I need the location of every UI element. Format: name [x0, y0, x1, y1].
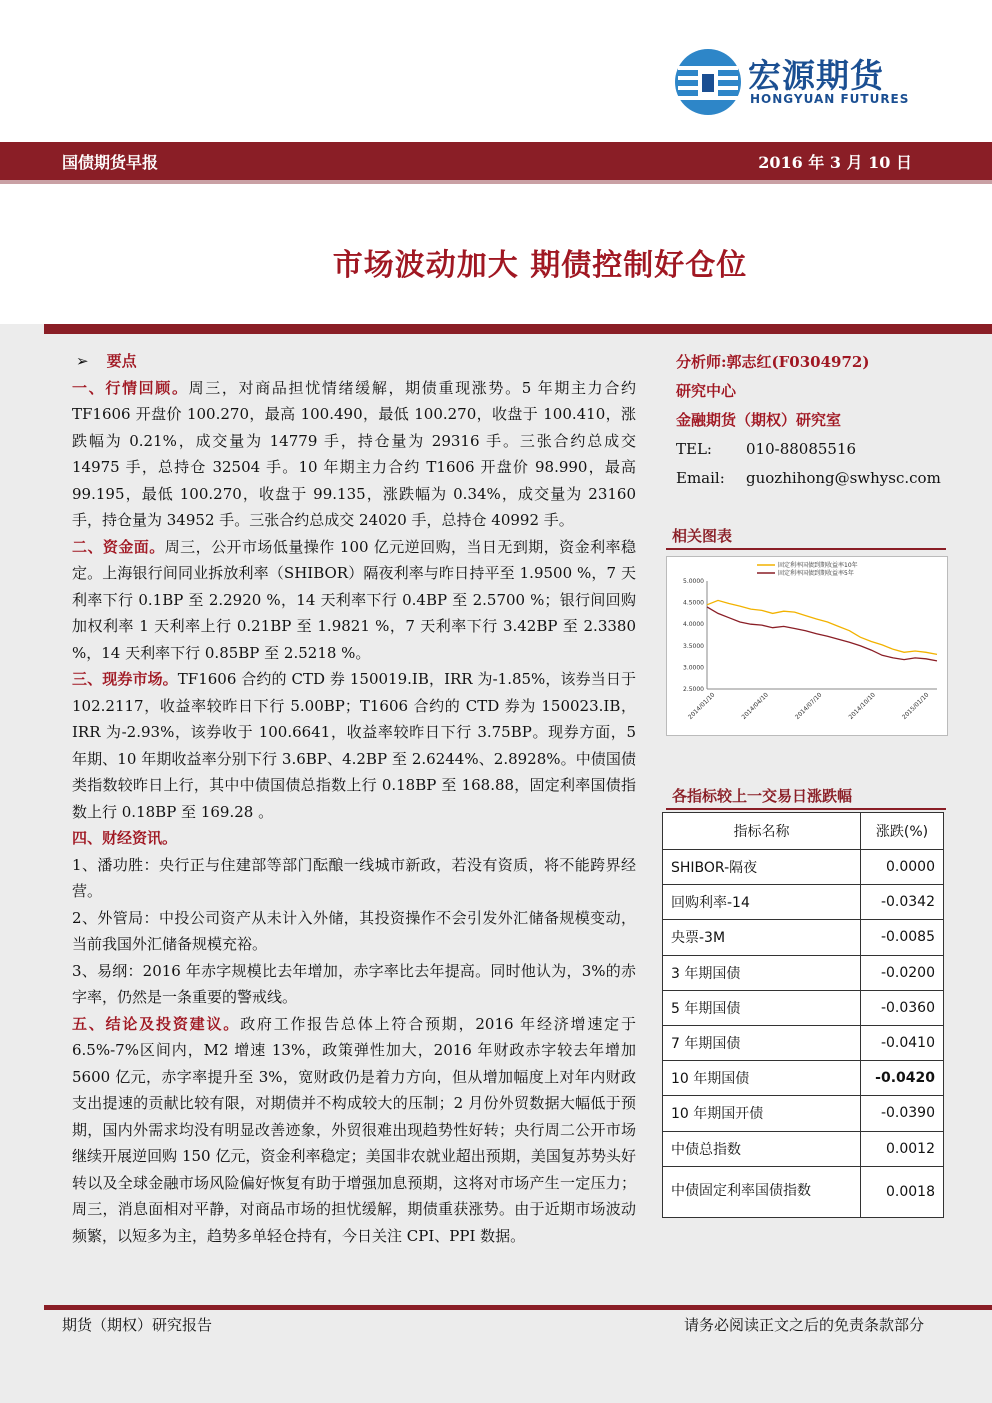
series-line — [707, 607, 937, 661]
section-spot-market: 三、现券市场。TF1606 合约的 CTD 券 150019.IB，IRR 为-1.85%，该券当日于 102.2117，收益率较昨日下行 5.00BP；T1606 合约的 CTD 券为 150023.IB，IRR 为-2.93%，该券收于 100.6641，收益率较昨日下行 3.75BP。现券方面，5 年期、10 年期收益率分别下行 3.6BP、4.2BP 至 2.6244%、2.8928%。中债国债类指数较昨日上行，其中中债国债总指数上行 0.18BP 至 168.88，固定利率国债指数上行 0.18BP 至 169.28 。 — [72, 670, 636, 821]
table-row: 3 年期国债 -0.0200 — [663, 955, 944, 990]
legend-label: 固定利率国债到期收益率5年 — [778, 570, 854, 577]
bullet-arrow-icon: ➢ — [76, 352, 89, 370]
report-date: 2016 年 3 月 10 日 — [758, 153, 912, 172]
table-row: 10 年期国开债 -0.0390 — [663, 1096, 944, 1131]
y-tick-label: 2.5000 — [683, 686, 704, 693]
table-header-row — [663, 813, 944, 850]
table-row: 中债总指数 0.0012 — [663, 1131, 944, 1166]
section-funding: 二、资金面。周三，公开市场低量操作 100 亿元逆回购，当日无到期，资金利率稳定。上海银行间同业拆放利率（SHIBOR）隔夜利率与昨日持平至 1.9500 %，7 天利率下行 0.1BP 至 2.2920 %，14 天利率下行 0.4BP 至 2.5700 %；银行间回购加权利率 1 天利率上行 0.21BP 至 1.9821 %，7 天利率下行 3.42BP 至 2.3380 %，14 天利率下行 0.85BP 至 2.5218 %。 — [72, 537, 636, 662]
yield-chart — [666, 556, 948, 736]
footer-divider — [44, 1305, 992, 1310]
x-tick-label: 2014/01/10 — [687, 691, 717, 721]
analyst-office: 金融期货（期权）研究室 — [676, 411, 842, 429]
analyst-tel: TEL: 010-88085516 — [676, 440, 857, 458]
y-tick-label: 4.5000 — [683, 599, 704, 607]
table-row: 回购利率-14 -0.0342 — [663, 885, 944, 920]
section-news-heading: 四、财经资讯。 — [72, 829, 178, 847]
analyst-name: 分析师:郭志红(F0304972) — [676, 353, 870, 371]
y-tick-label: 3.5000 — [683, 642, 704, 650]
title-divider — [44, 324, 992, 334]
table-header-name: 指标名称 — [663, 813, 861, 850]
footer-disclaimer: 请务必阅读正文之后的免责条款部分 — [683, 1316, 924, 1334]
legend-label: 固定利率国债到期收益率10年 — [778, 562, 858, 569]
y-tick-label: 4.0000 — [683, 621, 704, 629]
y-tick-label: 5.0000 — [683, 578, 704, 585]
x-tick-label: 2014/10/10 — [847, 691, 877, 721]
table-row: 中债固定利率国债指数 0.0018 — [663, 1166, 944, 1217]
table-row: 央票-3M -0.0085 — [663, 920, 944, 955]
main-content — [72, 348, 636, 1249]
x-tick-label: 2014/04/10 — [740, 691, 770, 721]
news-item: 2、外管局：中投公司资产从未计入外储，其投资操作不会引发外汇储备规模变动，当前我国外汇储备规模充裕。 — [72, 908, 636, 953]
analyst-email: Email: guozhihong@swhysc.com — [676, 469, 941, 487]
report-type: 国债期货早报 — [62, 153, 159, 172]
series-line — [707, 600, 937, 654]
yield-chart-svg — [667, 557, 947, 735]
news-item: 1、潘功胜：央行正与住建部等部门酝酿一线城市新政，若没有资质，将不能跨界经营。 — [72, 855, 636, 900]
table-row: 7 年期国债 -0.0410 — [663, 1025, 944, 1060]
key-points-heading: ➢ 要点 — [76, 352, 137, 370]
section-conclusion: 五、结论及投资建议。政府工作报告总体上符合预期，2016 年经济增速定于 6.5%-7%区间内，M2 增速 13%，政策弹性加大，2016 年财政赤字较去年增加 5600 亿元，赤字率提升至 3%，宽财政仍是着力方向，但从增加幅度上对年内财政支出提速的贡献比较有限，对期债并不构成较大的压制；2 月份外贸数据大幅低于预期，国内外需求均没有明显改善迹象，外贸很难出现趋势性好转；央行周二公开市场继续开展逆回购 150 亿元，资金利率稳定；美国非农就业超出预期，美国复苏势头好转以及全球金融市场风险偏好恢复有助于增强加息预期，这将对市场产生一定压力；周三，消息面相对平静，对商品市场的担忧缓解，期债重获涨势。由于近期市场波动频繁，以短多为主，趋势多单轻仓持有，今日关注 CPI、PPI 数据。 — [72, 1014, 636, 1245]
logo-mark-icon — [672, 46, 744, 118]
logo-name-en: HONGYUAN FUTURES — [750, 92, 910, 106]
page-title: 市场波动加大 期债控制好仓位 — [332, 248, 748, 283]
x-tick-label: 2015/01/10 — [901, 691, 931, 721]
y-tick-label: 3.0000 — [683, 664, 704, 672]
chart-section-header: 相关图表 — [666, 520, 946, 550]
table-row: SHIBOR-隔夜 0.0000 — [663, 850, 944, 885]
section-market-review: 一、行情回顾。周三，对商品担忧情绪缓解，期债重现涨势。5 年期主力合约 TF1606 开盘价 100.270，最高 100.490，最低 100.270，收盘于 100.410，涨跌幅为 0.21%，成交量为 14779 手，持仓量为 29316 手。三张合约总成交 14975 手，总持仓 32504 手。10 年期主力合约 T1606 开盘价 98.990，最高 99.195，最低 100.270，收盘于 99.135，涨跌幅为 0.34%，成交量为 23160 手，持仓量为 34952 手。三张合约总成交 24020 手，总持仓 40992 手。 — [72, 378, 636, 529]
company-logo — [672, 46, 922, 116]
table-row: 5 年期国债 -0.0360 — [663, 990, 944, 1025]
analyst-info — [676, 348, 946, 493]
indicator-table — [662, 812, 944, 1218]
table-header-change: 涨跌(%) — [861, 813, 944, 850]
analyst-dept: 研究中心 — [676, 382, 737, 400]
table-section-header: 各指标较上一交易日涨跌幅 — [666, 780, 946, 810]
footer-left-text: 期货（期权）研究报告 — [62, 1316, 213, 1334]
news-item: 3、易纲：2016 年赤字规模比去年增加，赤字率比去年提高。同时他认为，3%的赤字率，仍然是一条重要的警戒线。 — [72, 961, 636, 1006]
table-row: 10 年期国债 -0.0420 — [663, 1061, 944, 1096]
x-tick-label: 2014/07/10 — [794, 691, 824, 721]
logo-name-cn: 宏源期货 — [748, 56, 884, 95]
